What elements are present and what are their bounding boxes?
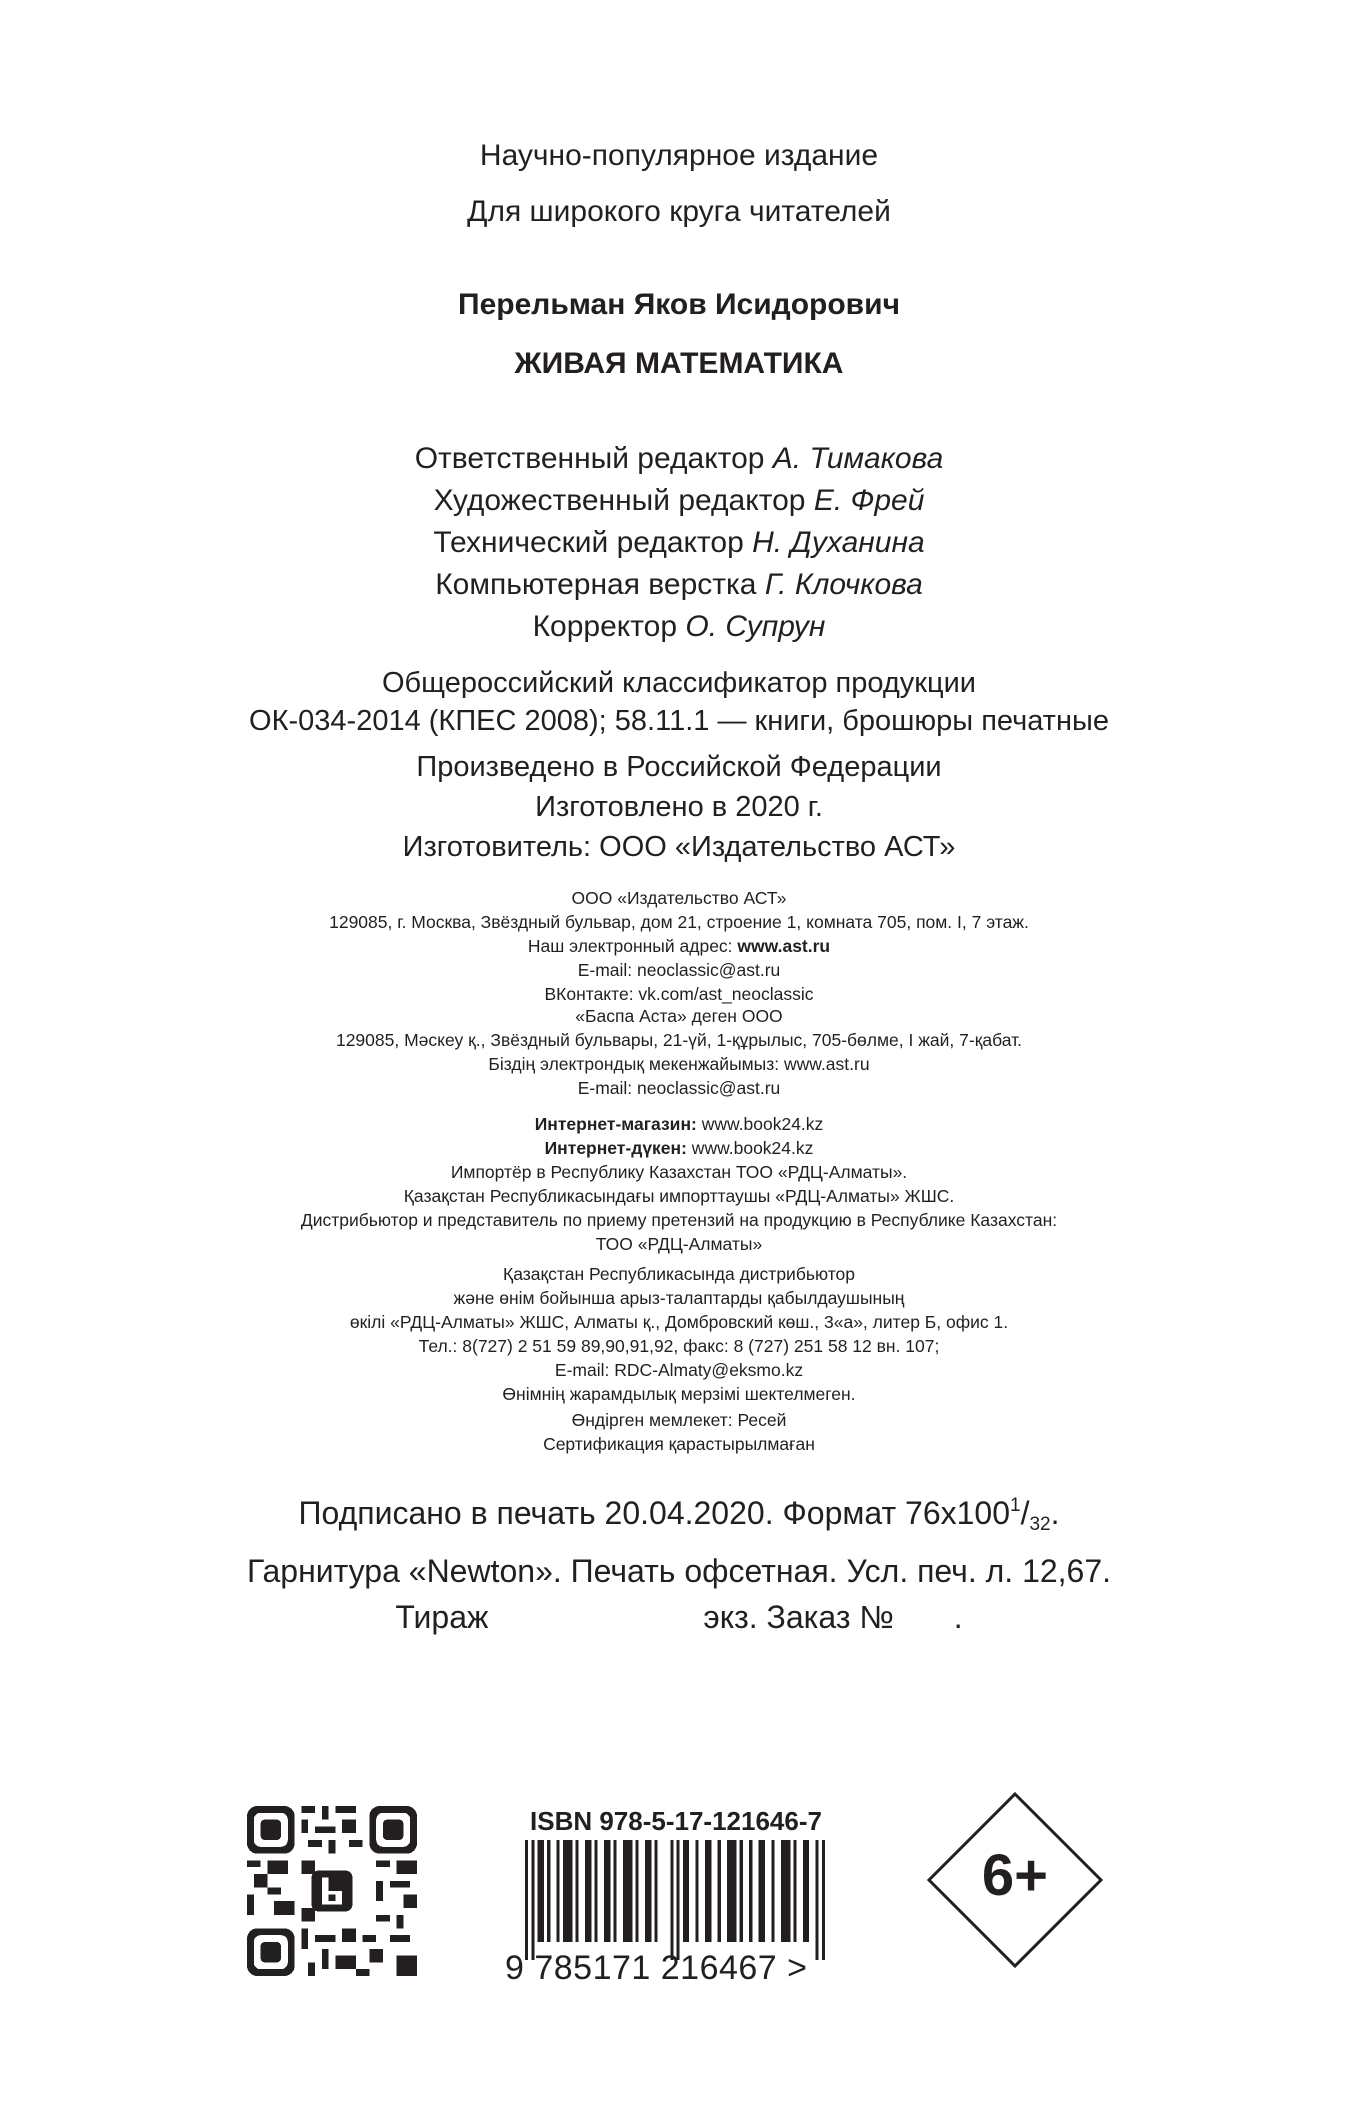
typeface-line: Гарнитура «Newton». Печать офсетная. Усл. печ. л. 12,67. — [246, 1553, 1112, 1589]
isbn-barcode — [525, 1840, 825, 1960]
genre-line: Научно-популярное издание — [479, 139, 879, 172]
audience-line: Для широкого круга читателей — [467, 195, 891, 228]
publisher-website: www.ast.ru — [737, 936, 831, 956]
print-data-block — [0, 1483, 1358, 1640]
production-block: Произведено в Российской Федерации Изготовлено в 2020 г. Изготовитель: ООО «Издательство АСТ» — [402, 751, 956, 863]
classifier-block: Общероссийский классификатор продукции ОК-034-2014 (КПЕС 2008); 58.11.1 — книги, брошюры печатные — [249, 667, 1109, 737]
qr-code — [247, 1806, 417, 1976]
publisher-block: ООО «Издательство АСТ» 129085, г. Москва, Звёздный бульвар, дом 21, строение 1, комната 705, пом. I, 7 этаж. Наш электронный адрес: www.ast.ru E-mail: neoclassic@ast.ru ВКонтакте: vk.com/ast_neoclassic — [329, 888, 1029, 1004]
credit-line: Технический редактор Н. Духанина — [433, 526, 925, 559]
credits-block — [0, 438, 1358, 648]
credit-line: Компьютерная верстка Г. Клочкова — [435, 568, 923, 601]
genre-block — [0, 128, 1358, 240]
origin-block: Өндірген мемлекет: Ресей Сертификация қарастырылмаған — [543, 1410, 815, 1454]
kz-publisher-block: «Баспа Аста» деген ООО 129085, Мәскеу қ., Звёздный бульвары, 21-үй, 1-құрылыс, 705-бөлме, I жай, 7-қабат. Біздің электрондық мекенжайымыз: www.ast.ru E-mail: neoclassic@ast.ru — [335, 1006, 1023, 1098]
run-line: Тираж экз. Заказ № . — [395, 1599, 963, 1635]
book-title: ЖИВАЯ МАТЕМАТИКА — [514, 347, 844, 380]
isbn-label: ISBN 978-5-17-121646-7 — [530, 1806, 822, 1836]
age-rating-label: 6+ — [981, 1843, 1049, 1908]
author-name: Перельман Яков Исидорович — [458, 288, 900, 321]
credit-line: Корректор О. Супрун — [532, 610, 826, 643]
credit-line: Художественный редактор Е. Фрей — [433, 484, 925, 517]
credit-line: Ответственный редактор А. Тимакова — [414, 442, 944, 475]
signed-line: Подписано в печать 20.04.2020. Формат $76x100^1/_{32}$. — [298, 1495, 1060, 1535]
shop-block: Интернет-магазин: www.book24.kz Интернет-дүкен: www.book24.kz Импортёр в Республику Казахстан ТОО «РДЦ-Алматы». Қазақстан Республикасындағы импорттаушы «РДЦ-Алматы» ЖШС. Дистрибьютор и представитель по приему претензий на продукцию в Республике Казахстан: ТОО «РДЦ-Алматы» — [300, 1114, 1058, 1254]
kz-distributor-block: Қазақстан Республикасында дистрибьютор және өнім бойынша арыз-талаптарды қабылдаушының өкілі «РДЦ-Алматы» ЖШС, Алматы қ., Домбровский көш., 3«а», литер Б, офис 1. Тел.: 8(727) 2 51 59 89,90,91,92, факс: 8 (727) 251 58 12 вн. 107; E-mail: RDC-Almaty@eksmo.kz Өнімнің жарамдылық мерзімі шектелмеген. — [349, 1264, 1009, 1404]
isbn-digits: 9 785171 216467 > — [505, 1949, 808, 1987]
